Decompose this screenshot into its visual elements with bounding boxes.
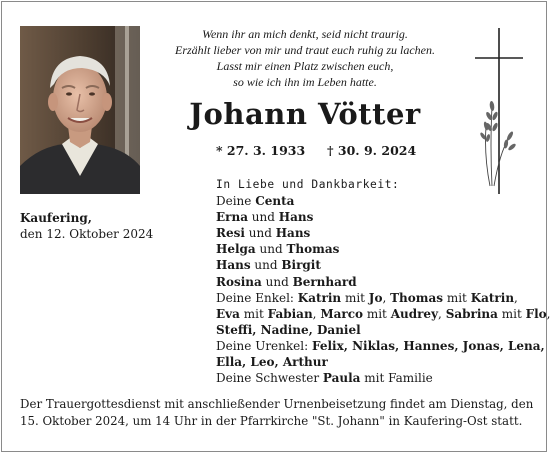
notice-date: den 12. Oktober 2024	[20, 227, 154, 241]
mourner-great-grandchildren: Deine Urenkel: Felix, Niklas, Hannes, Jonas, Lena,	[216, 338, 545, 353]
quote-line: Wenn ihr an mich denkt, seid nicht traurig.	[202, 27, 408, 41]
mourner-pair: Hans und Birgit	[216, 258, 321, 273]
memorial-quote	[150, 26, 460, 90]
quote-line: Lasst mir einen Platz zwischen euch,	[216, 59, 394, 73]
service-announcement	[20, 396, 535, 430]
mourner-wife: Deine Centa	[216, 194, 295, 209]
quote-line: Erzählt lieber von mir und traut euch ruhig zu lachen.	[175, 43, 435, 57]
mourner-grandchildren: Steffi, Nadine, Daniel	[216, 322, 361, 337]
service-line: Der Trauergottesdienst mit anschließender Urnenbeisetzung findet am Dienstag, den	[20, 397, 534, 411]
death-date: † 30. 9. 2024	[327, 143, 417, 158]
place-town: Kaufering,	[20, 211, 92, 225]
place-and-date	[20, 210, 153, 242]
mourner-great-grandchildren: Ella, Leo, Arthur	[216, 355, 328, 370]
mourners-list	[216, 177, 551, 386]
deceased-name: Johann Vötter	[189, 97, 421, 131]
service-line: 15. Oktober 2024, um 14 Uhr in der Pfarrkirche "St. Johann" in Kaufering-Ost statt.	[20, 414, 523, 428]
birth-date: * 27. 3. 1933	[216, 143, 306, 158]
mourner-grandchildren: Deine Enkel: Katrin mit Jo, Thomas mit Katrin,	[216, 290, 518, 305]
mourner-pair: Helga und Thomas	[216, 242, 340, 257]
mourner-pair: Rosina und Bernhard	[216, 274, 357, 289]
mourner-pair: Erna und Hans	[216, 210, 314, 225]
quote-line: so wie ich ihn im Leben hatte.	[233, 75, 377, 89]
mourner-pair: Resi und Hans	[216, 226, 311, 241]
cross-wheat-icon	[470, 26, 530, 196]
portrait-photo	[20, 26, 140, 194]
mourner-sister: Deine Schwester Paula mit Familie	[216, 371, 433, 386]
mourner-grandchildren: Eva mit Fabian, Marco mit Audrey, Sabrina mit Flo,	[216, 306, 551, 321]
mourners-intro: In Liebe und Dankbarkeit:	[216, 178, 400, 191]
